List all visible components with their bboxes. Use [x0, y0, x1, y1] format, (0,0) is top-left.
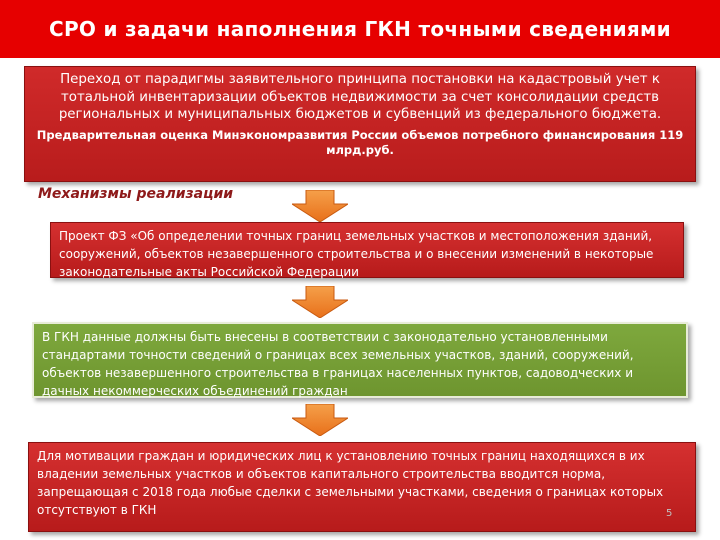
step-box-gkn-standards	[32, 322, 688, 398]
slide-title: СРО и задачи наполнения ГКН точными сведениями	[48, 17, 671, 41]
intro-main-text: Переход от парадигмы заявительного принципа постановки на кадастровый учет к тотальной инвентаризации объектов недвижимости за счет консолидации средств региональных и муниципальных бюджетов и субвенций из федерального бюджета.	[58, 72, 662, 122]
step-2-text: В ГКН данные должны быть внесены в соответствии с законодательно установленными стандартами точности сведений о границах всех земельных участков, зданий, сооружений, объектов незавершенного строительства в границах населенных пунктов, садоводческих и дачных некоммерческих объединений граждан	[42, 330, 634, 398]
step-3-text: Для мотивации граждан и юридических лиц к установлению точных границ находящихся в их владении земельных участков и объектов капитального строительства вводится норма, запрещающая с 2018 года любые сделки с земельными участками, сведения о границах которых отсутствуют в ГКН	[37, 449, 664, 517]
mechanisms-label: Механизмы реализации	[38, 186, 234, 202]
step-box-motivation-norm	[28, 442, 696, 532]
intro-box	[24, 66, 696, 182]
intro-note-text: Предварительная оценка Минэкономразвития России объемов потребного финансирования 119 млрд.руб.	[36, 127, 684, 157]
title-bar	[0, 0, 720, 58]
page-number: 5	[666, 508, 673, 519]
down-arrow-icon	[292, 190, 348, 222]
down-arrow-icon	[292, 404, 348, 436]
step-box-law-draft	[50, 222, 684, 278]
step-1-text: Проект ФЗ «Об определении точных границ земельных участков и местоположения зданий, сооружений, объектов незавершенного строительства и о внесении изменений в некоторые законодательные акты Российской Федерации	[59, 229, 654, 279]
down-arrow-icon	[292, 286, 348, 318]
